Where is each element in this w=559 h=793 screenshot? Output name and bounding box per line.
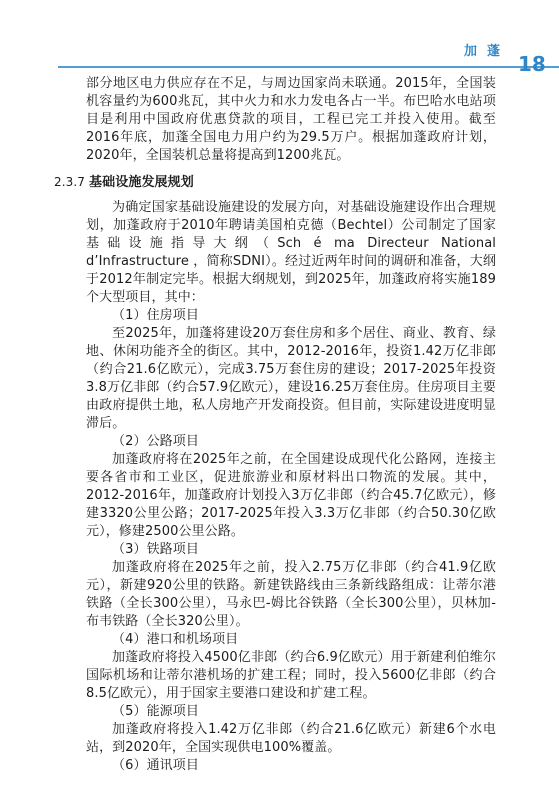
subheading-telecom: （6）通讯项目 [112, 758, 199, 773]
subheading-housing: （1）住房项目 [112, 308, 199, 323]
intro-paragraph: 部分地区电力供应存在不足，与周边国家尚未联通。2015年，全国装机容量约为600兆瓦，其中火力和水力发电各占一半。布巴哈水电站项目是利用中国政府优惠贷款的项目，工程已完工并投入使用。截至2016年底，加蓬全国电力用户约为29.5万户。根据加蓬政府计划，2020年，全国装机总量将提高到1200兆瓦。 [86, 76, 496, 163]
section-heading [54, 173, 496, 192]
paragraph: 加蓬政府将在2025年之前，在全国建设成现代化公路网，连接主要各省市和工业区，促进旅游业和原材料出口物流的发展。其中，2012-2016年，加蓬政府计划投入3万亿非郎（约合45.7亿欧元），修建3320公里公路；2017-2025年投入3.3万亿非郎（约合50.30亿欧元），修建2500公里公路。 [86, 452, 496, 539]
paragraph: 至2025年，加蓬将建设20万套住房和多个居住、商业、教育、绿地、休闲功能齐全的街区。其中，2012-2016年，投资1.42万亿非郎（约合21.6亿欧元），完成3.75万套住房的建设；2017-2025年投资3.8万亿非郎（约合57.9亿欧元），建设16.25万套住房。住房项目主要由政府提供土地，私人房地产开发商投资。但目前，实际建设进度明显滞后。 [86, 326, 496, 431]
header-rule [58, 66, 559, 68]
paragraph: 加蓬政府将在2025年之前，投入2.75万亿非郎（约合41.9亿欧元），新建920公里的铁路。新建铁路线由三条新线路组成：让蒂尔港铁路（全长300公里），马永巴-姆比谷铁路（全长300公里），贝林加-布韦铁路（全长320公里）。 [86, 560, 496, 629]
subheading-railway: （3）铁路项目 [112, 542, 199, 557]
section-number: 2.3.7 [54, 175, 86, 189]
running-header-country: 加蓬 [464, 44, 511, 59]
paragraph: 加蓬政府将投入1.42万亿非郎（约合21.6亿欧元）新建6个水电站，到2020年，全国实现供电100%覆盖。 [86, 722, 496, 755]
paragraph: 为确定国家基础设施建设的发展方向，对基础设施建设作出合理规划，加蓬政府于2010年聘请美国柏克德（Bechtel）公司制定了国家基础设施指导大纲（Sch é ma Directeur National d’Infrastructure ，简称SDNI）。经过近两年时间的调研和准备，大纲于2012年制定完毕。根据大纲规划，到2025年，加蓬政府将实施189个大型项目，其中： [86, 200, 496, 305]
page-body [54, 75, 496, 775]
subheading-roads: （2）公路项目 [112, 434, 199, 449]
paragraph: 加蓬政府将投入4500亿非郎（约合6.9亿欧元）用于新建利伯维尔国际机场和让蒂尔港机场的扩建工程；同时，投入5600亿非郎（约合8.5亿欧元），用于国家主要港口建设和扩建工程。 [86, 650, 496, 701]
page-number: 18 [518, 52, 546, 76]
section-title: 基础设施发展规划 [89, 175, 194, 190]
subheading-ports-airports: （4）港口和机场项目 [112, 632, 239, 647]
subheading-energy: （5）能源项目 [112, 704, 199, 719]
